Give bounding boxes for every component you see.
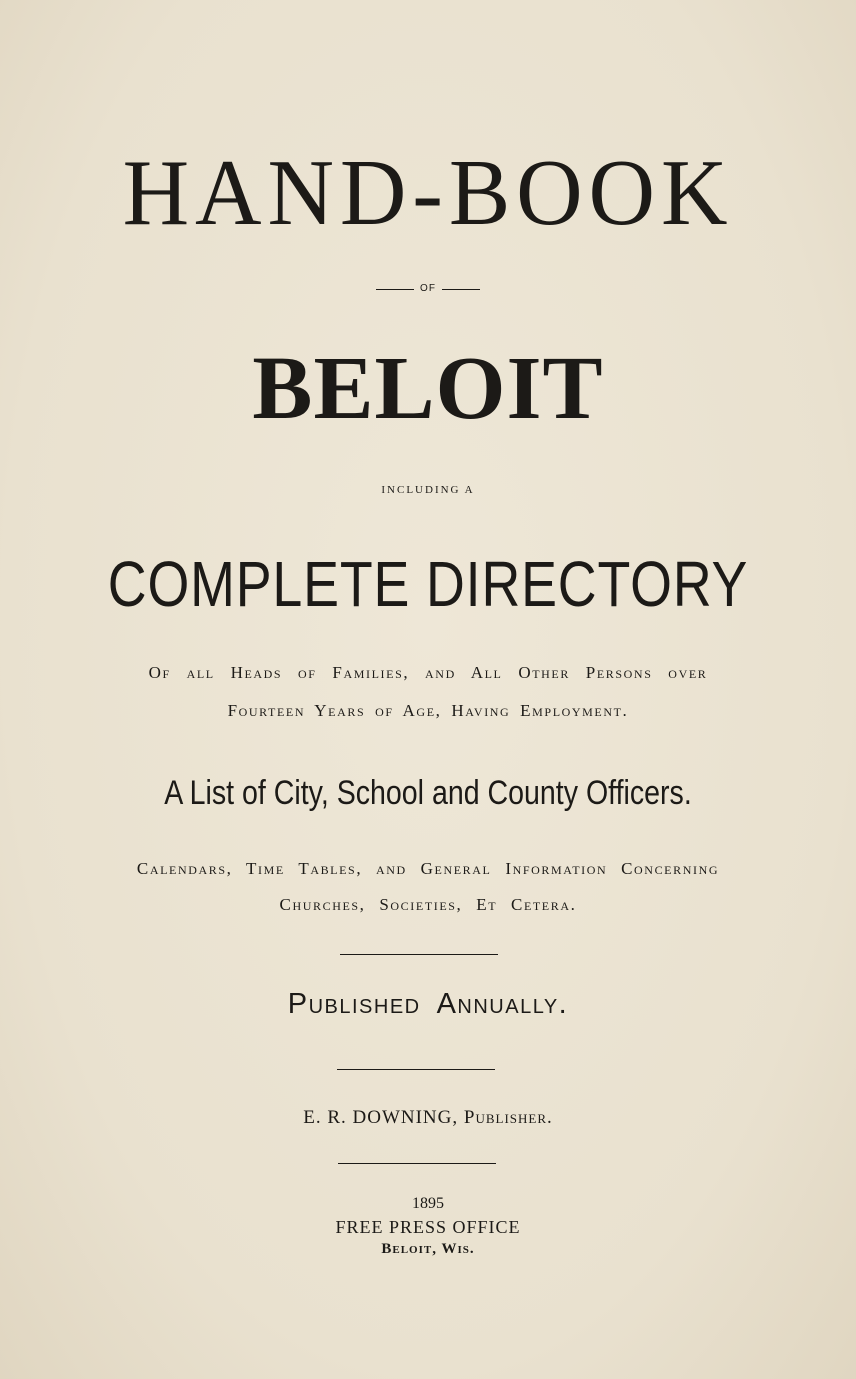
publication-place: Beloit, Wis. xyxy=(381,1241,475,1257)
publisher-role: Publisher. xyxy=(463,1107,553,1128)
of-right-rule xyxy=(442,289,480,290)
directory-heading: COMPLETE DIRECTORY xyxy=(107,548,749,620)
including-label: INCLUDING A xyxy=(381,484,475,496)
publication-year: 1895 xyxy=(412,1195,444,1212)
of-separator xyxy=(0,284,856,294)
publisher-line xyxy=(0,1108,856,1127)
of-left-rule xyxy=(376,289,414,290)
city-name: BELOIT xyxy=(252,339,604,438)
printing-office: FREE PRESS OFFICE xyxy=(335,1217,521,1237)
of-label: OF xyxy=(420,283,436,294)
publisher-name: E. R. DOWNING, xyxy=(303,1107,459,1128)
divider-rule xyxy=(337,1069,495,1070)
book-title: HAND-BOOK xyxy=(122,141,734,245)
calendars-line-2: Churches, Societies, Et Cetera. xyxy=(279,895,577,914)
published-annually: Published Annually. xyxy=(287,988,569,1020)
heads-of-families-line-1: Of all Heads of Families, and All Other Persons over xyxy=(148,663,708,682)
divider-rule xyxy=(338,1163,496,1164)
heads-of-families-line-2: Fourteen Years of Age, Having Employment. xyxy=(227,701,629,720)
divider-rule xyxy=(340,954,498,955)
officers-list-line: A List of City, School and County Officers. xyxy=(164,774,692,812)
calendars-line-1: Calendars, Time Tables, and General Information Concerning xyxy=(136,859,720,878)
